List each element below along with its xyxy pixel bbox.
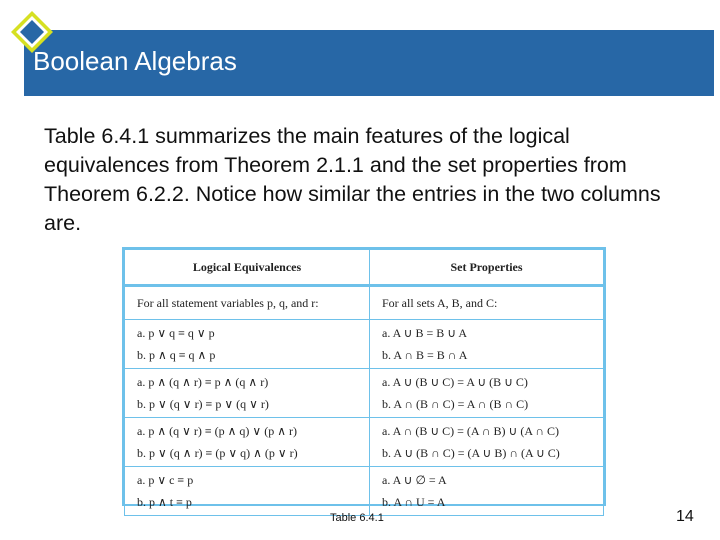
equivalence-b: b. p ∧ q ≡ q ∧ p [137, 348, 216, 362]
intro-left: For all statement variables p, q, and r: [125, 286, 370, 320]
set-property-a: a. A ∪ B = B ∪ A [382, 326, 468, 340]
set-property-b: b. A ∩ U = A [382, 495, 446, 509]
set-property-a: a. A ∪ ∅ = A [382, 473, 447, 487]
header-set-properties: Set Properties [370, 250, 604, 286]
set-property-a: a. A ∪ (B ∪ C) = A ∪ (B ∪ C) [382, 375, 528, 389]
set-property-b: b. A ∪ (B ∩ C) = (A ∪ B) ∩ (A ∪ C) [382, 446, 560, 460]
equivalence-b: b. p ∧ t ≡ p [137, 495, 192, 509]
properties-table [122, 247, 606, 509]
slide-body-text: Table 6.4.1 summarizes the main features of the logical equivalences from Theorem 2.1.1 and the set properties from Theorem 6.2.2. Notice how similar the entries in the two columns are. [44, 124, 661, 235]
page-number: 14 [676, 508, 694, 525]
table-cell [370, 418, 604, 467]
equivalence-a: a. p ∧ (q ∨ r) ≡ (p ∧ q) ∨ (p ∧ r) [137, 424, 297, 438]
intro-right: For all sets A, B, and C: [370, 286, 604, 320]
equivalence-b: b. p ∨ (q ∧ r) ≡ (p ∨ q) ∧ (p ∨ r) [137, 446, 298, 460]
table-cell [125, 418, 370, 467]
table-cell [125, 467, 370, 516]
table-caption: Table 6.4.1 [330, 512, 384, 524]
header-logical-equivalences: Logical Equivalences [125, 250, 370, 286]
set-property-b: b. A ∩ (B ∩ C) = A ∩ (B ∩ C) [382, 397, 529, 411]
equivalence-b: b. p ∨ (q ∨ r) ≡ p ∨ (q ∨ r) [137, 397, 269, 411]
equivalence-a: a. p ∨ c ≡ p [137, 473, 194, 487]
equivalence-a: a. p ∨ q ≡ q ∨ p [137, 326, 215, 340]
set-property-a: a. A ∩ (B ∪ C) = (A ∩ B) ∪ (A ∩ C) [382, 424, 559, 438]
set-property-b: b. A ∩ B = B ∩ A [382, 348, 468, 362]
table-cell [370, 320, 604, 369]
table-cell [370, 369, 604, 418]
table-cell [125, 369, 370, 418]
table-cell [125, 320, 370, 369]
equivalence-a: a. p ∧ (q ∧ r) ≡ p ∧ (q ∧ r) [137, 375, 269, 389]
slide-title: Boolean Algebras [33, 46, 237, 76]
table-cell [370, 467, 604, 516]
